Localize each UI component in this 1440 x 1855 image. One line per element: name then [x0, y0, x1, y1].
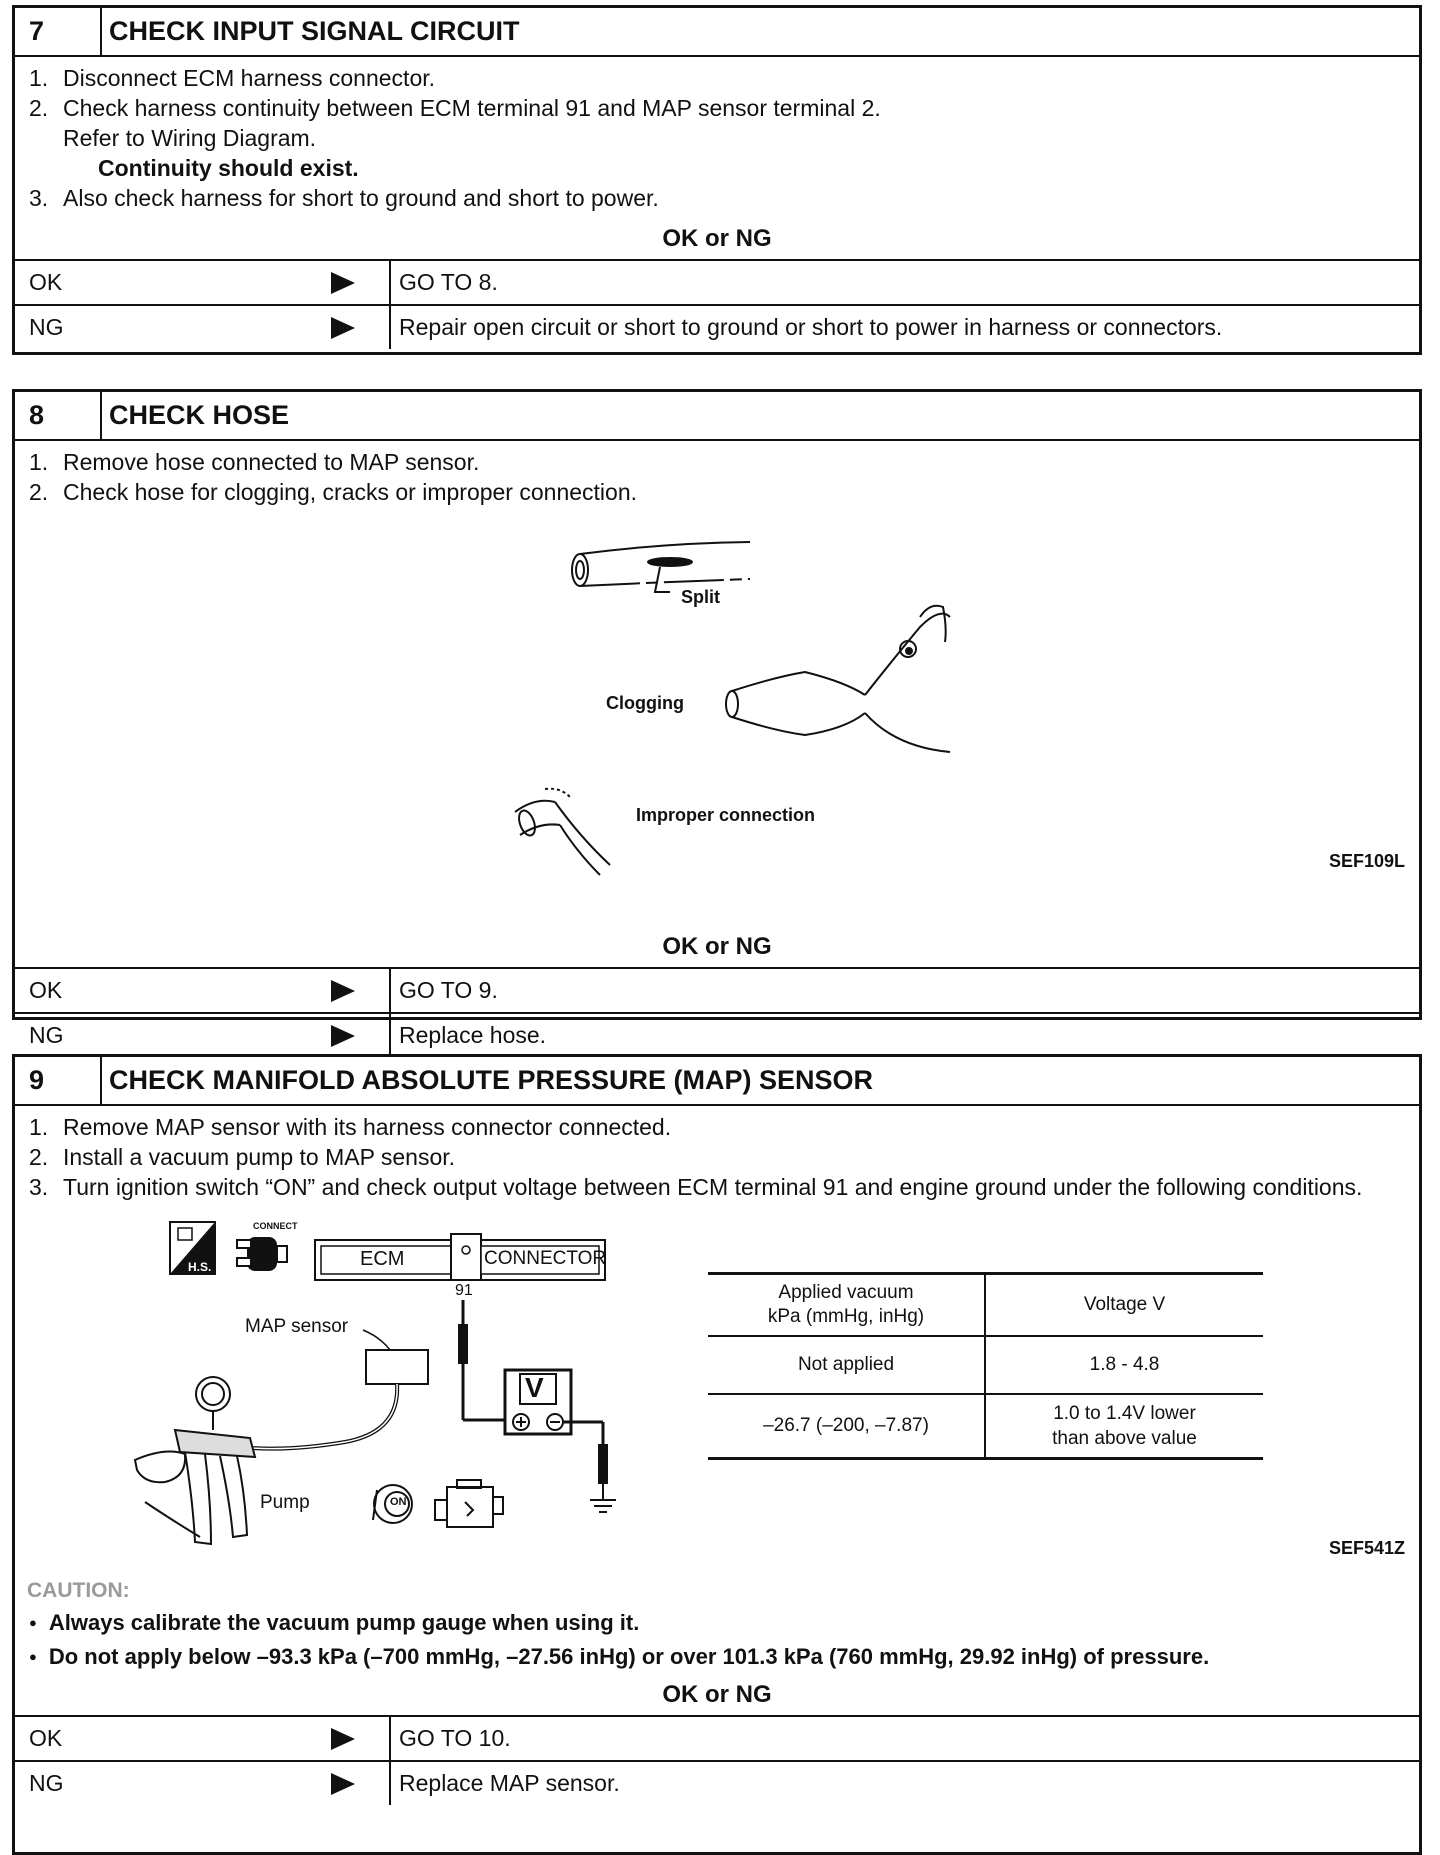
- map-sensor-figure: [15, 1202, 1419, 1577]
- ok-or-ng-heading: OK or NG: [662, 1681, 772, 1708]
- step-number: 3.: [29, 1174, 49, 1200]
- pump-label: Pump: [260, 1492, 310, 1513]
- result-label: OK: [29, 269, 63, 295]
- section-7: [12, 5, 1422, 355]
- ok-or-ng-heading: OK or NG: [662, 933, 772, 960]
- step-item: [29, 123, 1407, 153]
- section-header: [15, 1057, 1419, 1106]
- table-header-cell: Applied vacuum kPa (mmHg, inHg): [708, 1274, 985, 1337]
- section-8: [12, 389, 1422, 1048]
- table-row: [708, 1336, 1263, 1394]
- table-row: [708, 1394, 1263, 1459]
- step-text: Disconnect ECM harness connector.: [63, 65, 436, 91]
- step-item: [29, 1112, 1407, 1142]
- step-number: 1.: [29, 1114, 49, 1140]
- result-label: OK: [29, 977, 63, 1003]
- voltmeter-label: V: [525, 1372, 544, 1403]
- table-cell: 1.0 to 1.4V lower than above value: [1052, 1403, 1197, 1449]
- step-list: [15, 57, 1419, 213]
- step-number: 3.: [29, 185, 49, 211]
- step-text: Refer to Wiring Diagram.: [63, 125, 317, 151]
- clogging-drawing: [726, 606, 950, 752]
- step-item: [29, 1172, 1407, 1202]
- step-number: 1.: [29, 65, 49, 91]
- result-row-ng: [15, 1012, 1419, 1057]
- connect-label: CONNECT: [253, 1221, 298, 1231]
- step-item: [29, 63, 1407, 93]
- result-label: NG: [29, 314, 64, 340]
- step-text: Remove MAP sensor with its harness connector connected.: [63, 1114, 672, 1140]
- ecm-label: ECM: [360, 1248, 405, 1270]
- table-cell: –26.7 (–200, –7.87): [708, 1394, 985, 1459]
- section-title: CHECK MANIFOLD ABSOLUTE PRESSURE (MAP) SENSOR: [109, 1065, 874, 1095]
- engine-icon: [435, 1480, 503, 1527]
- step-list: [15, 1106, 1419, 1202]
- step-number: 2.: [29, 479, 49, 505]
- table-cell: 1.8 - 4.8: [1089, 1354, 1160, 1375]
- caution-item: ● Always calibrate the vacuum pump gauge when using it.: [29, 1607, 1419, 1641]
- step-text: Check harness continuity between ECM terminal 91 and MAP sensor terminal 2.: [63, 95, 881, 121]
- step-text: Remove hose connected to MAP sensor.: [63, 449, 480, 475]
- caution-item: ● Do not apply below –93.3 kPa (–700 mmHg, –27.56 inHg) or over 101.3 kPa (760 mmHg, 29.92 inHg) of pressure.: [29, 1641, 1419, 1675]
- figure-reference: SEF541Z: [1328, 1538, 1405, 1558]
- caution-title: CAUTION:: [27, 1579, 130, 1602]
- step-number: [29, 123, 63, 153]
- voltage-spec-table: [708, 1272, 1263, 1460]
- arrow-right-icon: [331, 317, 355, 339]
- improper-connection-caption: Improper connection: [636, 805, 816, 825]
- improper-connection-drawing: [515, 789, 610, 875]
- map-sensor-label: MAP sensor: [245, 1316, 349, 1337]
- split-hose-drawing: [572, 542, 750, 592]
- section-header: [15, 392, 1419, 441]
- step-number: 2.: [29, 1144, 49, 1170]
- step-item: [29, 153, 1407, 183]
- map-sensor-drawing: [366, 1350, 428, 1384]
- result-label: NG: [29, 1022, 64, 1048]
- section-header: [15, 8, 1419, 57]
- result-row-ng: [15, 304, 1419, 349]
- section-number: 7: [15, 8, 102, 55]
- step-item: [29, 477, 1407, 507]
- result-label: NG: [29, 1770, 64, 1796]
- arrow-right-icon: [331, 980, 355, 1002]
- table-header-cell: Voltage V: [1083, 1294, 1166, 1315]
- section-number: 9: [15, 1057, 102, 1104]
- arrow-right-icon: [331, 272, 355, 294]
- hose-figure: [15, 507, 1419, 927]
- ok-or-ng-heading: OK or NG: [662, 225, 772, 252]
- result-action: GO TO 10.: [399, 1725, 511, 1751]
- result-row-ok: [15, 1715, 1419, 1760]
- result-action: Replace hose.: [399, 1022, 547, 1048]
- caution-list: [15, 1607, 1419, 1675]
- connector-label: CONNECTOR: [484, 1248, 607, 1269]
- result-label: OK: [29, 1725, 63, 1751]
- figure-reference: SEF109L: [1328, 851, 1405, 871]
- step-text: Also check harness for short to ground and short to power.: [63, 185, 659, 211]
- result-row-ng: [15, 1760, 1419, 1805]
- section-title: CHECK INPUT SIGNAL CIRCUIT: [109, 16, 520, 46]
- step-text: Turn ignition switch “ON” and check output voltage between ECM terminal 91 and engine ground under the following conditions.: [63, 1174, 1363, 1200]
- section-number: 8: [15, 392, 102, 439]
- step-list: [15, 441, 1419, 507]
- result-row-ok: [15, 259, 1419, 304]
- section-title: CHECK HOSE: [109, 400, 290, 430]
- result-action: GO TO 8.: [399, 269, 498, 295]
- table-cell: Not applied: [708, 1336, 985, 1394]
- step-number: 1.: [29, 449, 49, 475]
- result-action: GO TO 9.: [399, 977, 498, 1003]
- arrow-right-icon: [331, 1773, 355, 1795]
- hs-label: H.S.: [188, 1260, 212, 1274]
- terminal-label: 91: [455, 1282, 473, 1299]
- continuity-note: Continuity should exist.: [98, 155, 359, 181]
- result-action: Replace MAP sensor.: [399, 1770, 620, 1796]
- step-item: [29, 93, 1407, 123]
- table-header-row: [708, 1274, 1263, 1337]
- section-9: [12, 1054, 1422, 1855]
- connect-icon: [237, 1237, 287, 1271]
- step-item: [29, 183, 1407, 213]
- step-text: Install a vacuum pump to MAP sensor.: [63, 1144, 456, 1170]
- step-item: [29, 447, 1407, 477]
- result-action: Repair open circuit or short to ground or short to power in harness or connectors.: [399, 314, 1223, 340]
- ignition-on-label: ON: [390, 1496, 407, 1508]
- step-item: [29, 1142, 1407, 1172]
- step-text: Check hose for clogging, cracks or improper connection.: [63, 479, 638, 505]
- arrow-right-icon: [331, 1025, 355, 1047]
- vacuum-pump-drawing: [135, 1377, 255, 1544]
- step-number: 2.: [29, 95, 49, 121]
- arrow-right-icon: [331, 1728, 355, 1750]
- clogging-caption: Clogging: [606, 693, 684, 713]
- hose-illustration: [15, 507, 1419, 927]
- result-row-ok: [15, 967, 1419, 1012]
- split-caption: Split: [681, 587, 720, 607]
